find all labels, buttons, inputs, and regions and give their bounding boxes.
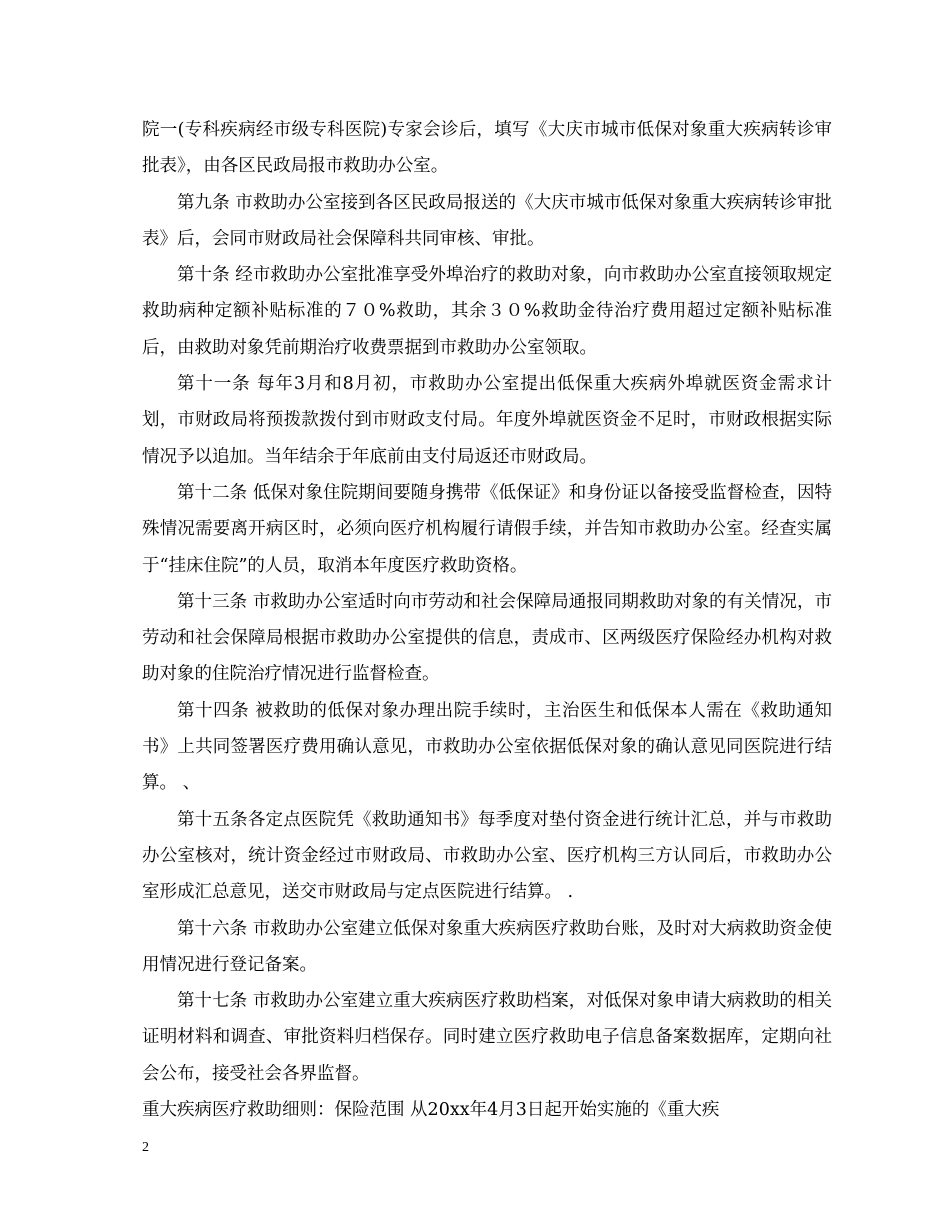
document-body bbox=[142, 112, 832, 1128]
page-number: 2 bbox=[142, 1140, 149, 1155]
paragraph-insurance-scope: 重大疾病医疗救助细则：保险范围 从20xx年4月3日起开始实施的《重大疾 bbox=[142, 1100, 720, 1121]
paragraph-1: 院一(专科疾病经市级专科医院)专家会诊后，填写《大庆市城市低保对象重大疾病转诊审批表》，由各区民政局报市救助办公室。 bbox=[142, 120, 832, 177]
paragraph-article-16: 第十六条 市救助办公室建立低保对象重大疾病医疗救助台账，及时对大病救助资金使用情况进行登记备案。 bbox=[142, 918, 832, 975]
paragraph-article-15: 第十五条各定点医院凭《救助通知书》每季度对垫付资金进行统计汇总，并与市救助办公室核对，统计资金经过市财政局、市救助办公室、医疗机构三方认同后，市救助办公室形成汇总意见，送交市财政局与定点医院进行结算。 . bbox=[142, 809, 832, 903]
paragraph-article-11: 第十一条 每年3月和8月初，市救助办公室提出低保重大疾病外埠就医资金需求计划，市财政局将预拨款拨付到市财政支付局。年度外埠就医资金不足时，市财政根据实际情况予以追加。当年结余于年底前由支付局返还市财政局。 bbox=[142, 374, 832, 467]
paragraph-article-13: 第十三条 市救助办公室适时向市劳动和社会保障局通报同期救助对象的有关情况，市劳动和社会保障局根据市救助办公室提供的信息，责成市、区两级医疗保险经办机构对救助对象的住院治疗情况进行监督检查。 bbox=[142, 591, 832, 685]
paragraph-article-14: 第十四条 被救助的低保对象办理出院手续时，主治医生和低保本人需在《救助通知书》上共同签署医疗费用确认意见，市救助办公室依据低保对象的确认意见同医院进行结算。 、 bbox=[142, 700, 832, 794]
paragraph-article-9: 第九条 市救助办公室接到各区民政局报送的《大庆市城市低保对象重大疾病转诊审批表》后，会同市财政局社会保障科共同审核、审批。 bbox=[142, 192, 832, 249]
paragraph-article-10: 第十条 经市救助办公室批准享受外埠治疗的救助对象，向市救助办公室直接领取规定救助病种定额补贴标准的７０%救助，其余３０%救助金待治疗费用超过定额补贴标准后，由救助对象凭前期治疗收费票据到市救助办公室领取。 bbox=[142, 265, 832, 358]
paragraph-article-17: 第十七条 市救助办公室建立重大疾病医疗救助档案，对低保对象申请大病救助的相关证明材料和调查、审批资料归档保存。同时建立医疗救助电子信息备案数据库，定期向社会公布，接受社会各界监督。 bbox=[142, 991, 832, 1084]
paragraph-article-12: 第十二条 低保对象住院期间要随身携带《低保证》和身份证以备接受监督检查，因特殊情况需要离开病区时，必须向医疗机构履行请假手续，并告知市救助办公室。经查实属于“挂床住院”的人员，取消本年度医疗救助资格。 bbox=[142, 482, 832, 576]
